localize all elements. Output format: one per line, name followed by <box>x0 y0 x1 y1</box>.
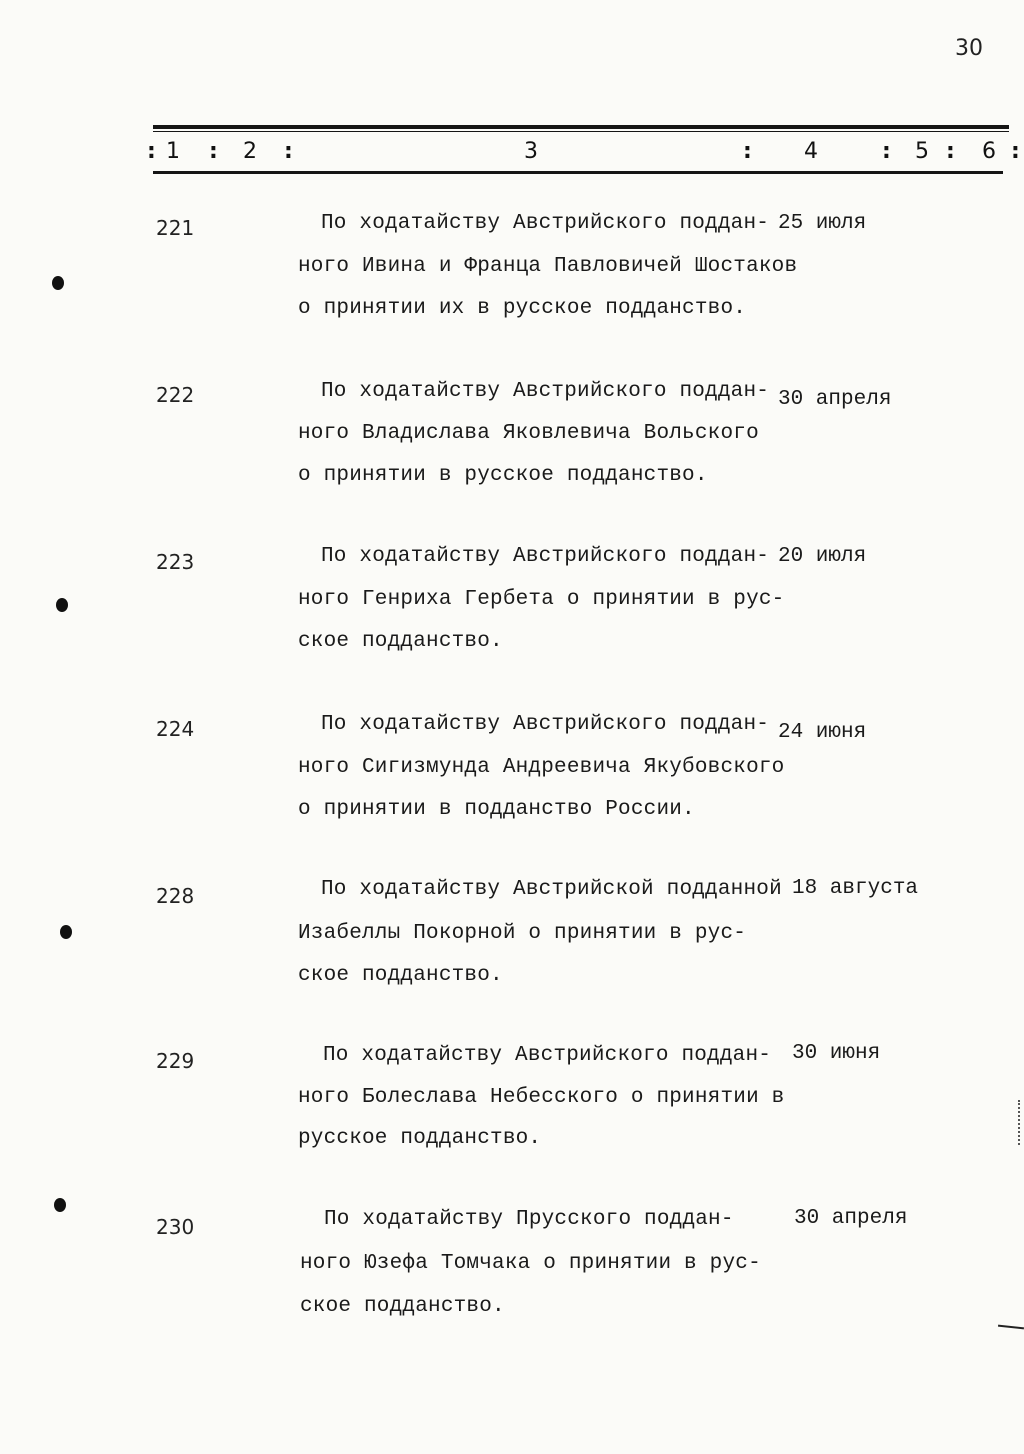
entry-text-line: По ходатайству Австрийского поддан- <box>321 713 770 736</box>
entry-text-line: По ходатайству Австрийского поддан- <box>321 212 770 235</box>
punch-hole-mark <box>56 598 68 612</box>
column-separator: : <box>147 139 156 164</box>
entry-text-line: ного Болеслава Небесского о принятии в <box>298 1086 785 1109</box>
entry-text-line: ного Юзефа Томчака о принятии в рус- <box>300 1252 761 1275</box>
column-header-5: 5 <box>915 139 929 164</box>
entry-text-line: ного Сигизмунда Андреевича Якубовского <box>298 756 785 779</box>
entry-text-line: Изабеллы Покорной о принятии в рус- <box>298 922 747 945</box>
entry-number: 221 <box>156 216 195 240</box>
header-rule-top-thin <box>153 131 1009 132</box>
entry-text-line: По ходатайству Австрийского поддан- <box>323 1044 772 1067</box>
entry-number: 229 <box>156 1049 195 1073</box>
edge-mark <box>998 1325 1024 1330</box>
entry-date: 30 апреля <box>794 1207 908 1230</box>
page-number: 30 <box>955 36 983 61</box>
entry-date: 20 июля <box>778 545 867 568</box>
header-rule-bottom <box>153 171 1003 174</box>
punch-hole-mark <box>52 276 64 290</box>
entry-date: 30 апреля <box>778 388 892 411</box>
column-header-2: 2 <box>243 139 257 164</box>
column-header-6: 6 <box>982 139 996 164</box>
column-separator: : <box>284 139 293 164</box>
entry-date: 30 июня <box>792 1042 881 1065</box>
entry-text-line: По ходатайству Австрийского поддан- <box>321 380 770 403</box>
entry-text-line: о принятии в подданство России. <box>298 798 695 821</box>
entry-text-line: о принятии их в русское подданство. <box>298 297 747 320</box>
column-separator: : <box>882 139 891 164</box>
entry-number: 230 <box>156 1215 195 1239</box>
entry-number: 222 <box>156 383 195 407</box>
entry-text-line: По ходатайству Прусского поддан- <box>324 1208 734 1231</box>
column-separator: : <box>743 139 752 164</box>
header-rule-top <box>153 125 1009 129</box>
entry-number: 228 <box>156 884 195 908</box>
column-separator: : <box>1011 139 1020 164</box>
entry-number: 224 <box>156 717 195 741</box>
column-separator: : <box>946 139 955 164</box>
entry-number: 223 <box>156 550 195 574</box>
column-separator: : <box>209 139 218 164</box>
entry-text-line: ного Владислава Яковлевича Вольского <box>298 422 759 445</box>
entry-text-line: ного Генриха Гербета о принятии в рус- <box>298 588 785 611</box>
column-header-1: 1 <box>166 139 180 164</box>
entry-text-line: ское подданство. <box>298 964 503 987</box>
entry-date: 25 июля <box>778 212 867 235</box>
punch-hole-mark <box>60 925 72 939</box>
entry-date: 18 августа <box>792 877 919 900</box>
entry-text-line: По ходатайству Австрийского поддан- <box>321 545 770 568</box>
entry-date: 24 июня <box>778 721 867 744</box>
entry-text-line: По ходатайству Австрийской подданной <box>321 878 782 901</box>
column-header-4: 4 <box>804 139 818 164</box>
edge-dots <box>1018 1100 1023 1145</box>
entry-text-line: о принятии в русское подданство. <box>298 464 708 487</box>
punch-hole-mark <box>54 1198 66 1212</box>
entry-text-line: ское подданство. <box>300 1295 505 1318</box>
entry-text-line: ское подданство. <box>298 630 503 653</box>
column-header-3: 3 <box>524 139 538 164</box>
entry-text-line: русское подданство. <box>298 1127 542 1150</box>
entry-text-line: ного Ивина и Франца Павловичей Шостаков <box>298 255 798 278</box>
